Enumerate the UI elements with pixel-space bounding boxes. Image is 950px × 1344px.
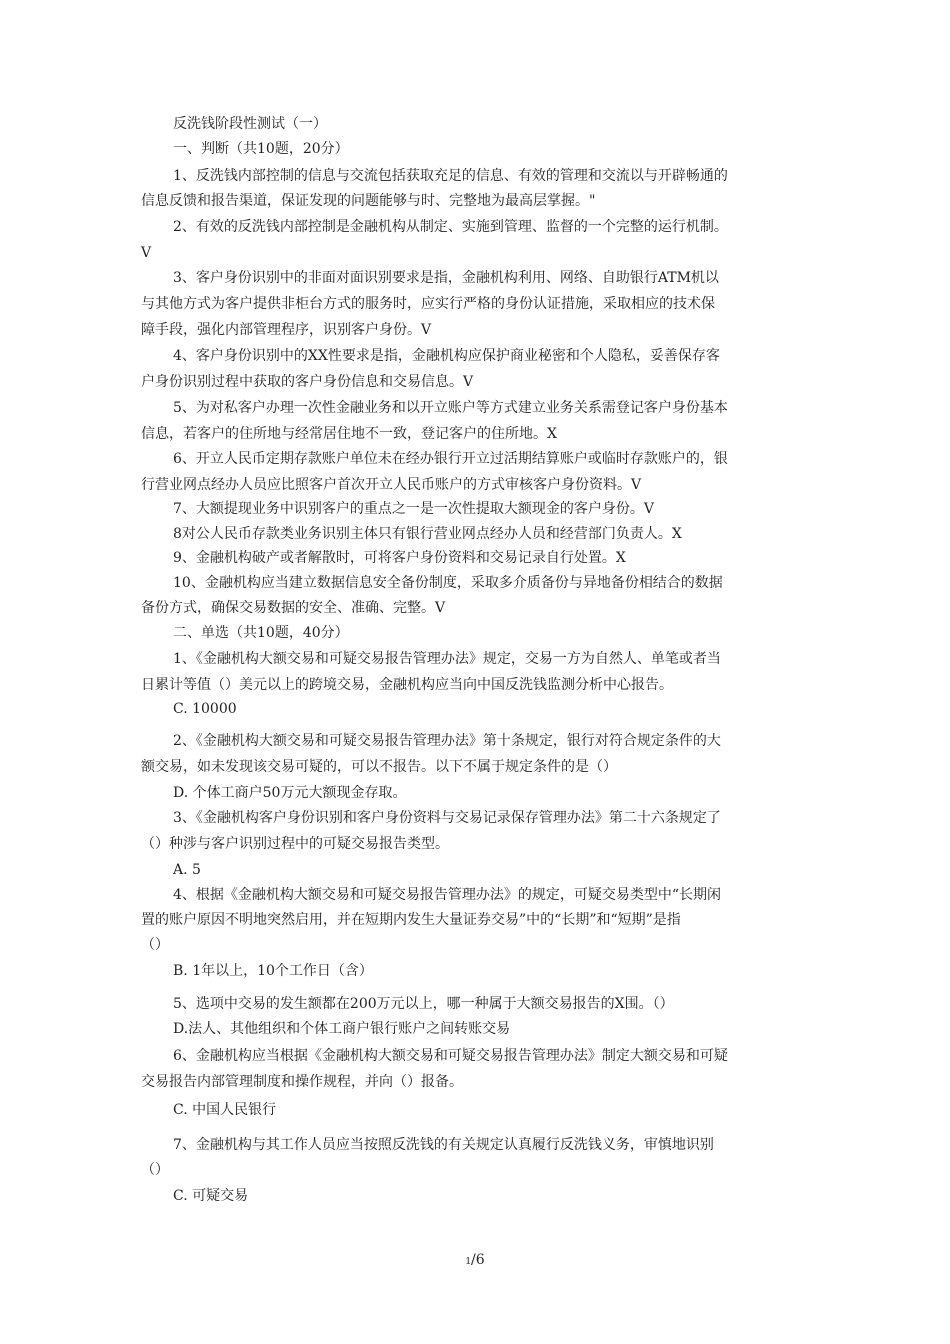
question-line: 4、客户身份识别中的XX性要求是指，金融机构应保护商业秘密和个人隐私，妥善保存客 xyxy=(173,348,720,364)
answer-line: B. 1年以上，10个工作日（含） xyxy=(173,963,373,979)
question-line: 6、金融机构应当根据《金融机构大额交易和可疑交易报告管理办法》制定大额交易和可疑 xyxy=(173,1048,728,1064)
question-line: 额交易，如未发现该交易可疑的，可以不报告。以下不属于规定条件的是（） xyxy=(141,759,617,775)
question-line: 交易报告内部管理制度和操作规程，并向（）报备。 xyxy=(141,1074,463,1090)
question-line: 信息反馈和报告渠道，保证发现的问题能够与时、完整地为最高层掌握。" xyxy=(141,193,596,209)
question-line: 3、客户身份识别中的非面对面识别要求是指，金融机构利用、网络、自助银行ATM机以 xyxy=(173,270,719,286)
answer-line: D. 个体工商户50万元大额现金存取。 xyxy=(173,785,407,801)
page-number xyxy=(0,1250,950,1272)
question-line: 5、选项中交易的发生额都在200万元以上，哪一种属于大额交易报告的X围。（） xyxy=(173,996,674,1012)
answer-line: C. 10000 xyxy=(173,701,237,717)
question-line: 信息，若客户的住所地与经常居住地不一致，登记客户的住所地。X xyxy=(141,426,557,442)
question-line: （） xyxy=(141,937,169,953)
answer-line: A. 5 xyxy=(173,862,201,878)
question-line: 与其他方式为客户提供非柜台方式的服务时，应实行严格的身份认证措施，采取相应的技术保 xyxy=(141,296,715,312)
page-number-current: 1 xyxy=(465,1257,472,1267)
question-line: 9、金融机构破产或者解散时，可将客户身份资料和交易记录自行处置。X xyxy=(173,550,626,566)
page-number-total: /6 xyxy=(471,1252,485,1268)
question-line: 2、《金融机构大额交易和可疑交易报告管理办法》第十条规定，银行对符合规定条件的大 xyxy=(173,733,721,749)
question-line: V xyxy=(141,245,152,261)
question-line: 日累计等值（）美元以上的跨境交易，金融机构应当向中国反洗钱监测分析中心报告。 xyxy=(141,677,673,693)
answer-line: C. 可疑交易 xyxy=(173,1188,249,1204)
question-line: 1、《金融机构大额交易和可疑交易报告管理办法》规定，交易一方为自然人、单笔或者当 xyxy=(173,651,721,667)
question-line: 备份方式，确保交易数据的安全、准确、完整。V xyxy=(141,600,446,616)
question-line: 7、金融机构与其工作人员应当按照反洗钱的有关规定认真履行反洗钱义务，审慎地识别 xyxy=(173,1137,714,1153)
question-line: 6、开立人民币定期存款账户单位未在经办银行开立过活期结算账户或临时存款账户的，银 xyxy=(173,451,728,467)
question-line: 1、反洗钱内部控制的信息与交流包括获取充足的信息、有效的管理和交流以与开辟畅通的 xyxy=(173,168,728,184)
document-title: 反洗钱阶段性测试（一） xyxy=(173,116,327,132)
question-line: 置的账户原因不明地突然启用，并在短期内发生大量证券交易”中的“长期”和“短期”是指 xyxy=(141,912,681,928)
question-line: 4、根据《金融机构大额交易和可疑交易报告管理办法》的规定，可疑交易类型中“长期闲 xyxy=(173,887,722,903)
question-line: 行营业网点经办人员应比照客户首次开立人民币账户的方式审核客户身份资料。V xyxy=(141,477,642,493)
question-line: （）种涉与客户识别过程中的可疑交易报告类型。 xyxy=(141,836,449,852)
question-line: 8对公人民币存款类业务识别主体只有银行营业网点经办人员和经营部门负责人。X xyxy=(173,526,682,542)
question-line: 户身份识别过程中获取的客户身份信息和交易信息。V xyxy=(141,374,474,390)
answer-line: D.法人、其他组织和个体工商户银行账户之间转账交易 xyxy=(173,1021,511,1037)
question-line: （） xyxy=(141,1162,169,1178)
section-heading-single-choice: 二、单选（共10题，40分） xyxy=(173,625,349,641)
question-line: 障手段，强化内部管理程序，识别客户身份。V xyxy=(141,322,432,338)
section-heading-true-false: 一、判断（共10题，20分） xyxy=(173,141,349,157)
question-line: 7、大额提现业务中识别客户的重点之一是一次性提取大额现金的客户身份。V xyxy=(173,501,655,517)
question-line: 3、《金融机构客户身份识别和客户身份资料与交易记录保存管理办法》第二十六条规定了 xyxy=(173,810,721,826)
question-line: 2、有效的反洗钱内部控制是金融机构从制定、实施到管理、监督的一个完整的运行机制。 xyxy=(173,219,728,235)
question-line: 10、金融机构应当建立数据信息安全备份制度，采取多介质备份与异地备份相结合的数据 xyxy=(173,575,723,591)
question-line: 5、为对私客户办理一次性金融业务和以开立账户等方式建立业务关系需登记客户身份基本 xyxy=(173,400,728,416)
answer-line: C. 中国人民银行 xyxy=(173,1102,277,1118)
